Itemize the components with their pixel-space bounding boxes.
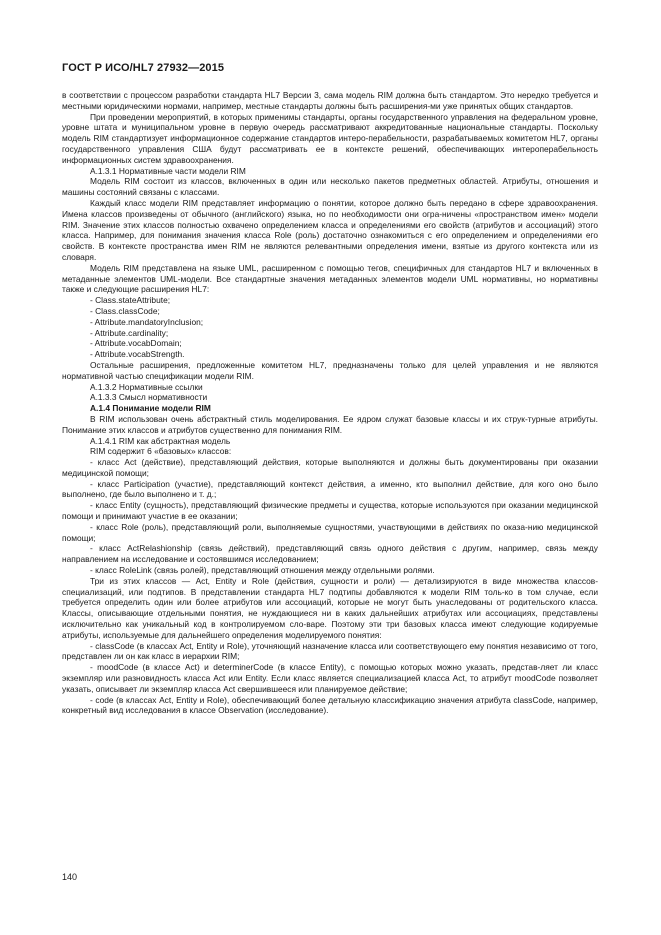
paragraph: - Attribute.cardinality; bbox=[90, 327, 169, 338]
paragraph: Модель RIM состоит из классов, включенных в один или несколько пакетов предметных областей. Атрибуты, отношения и машины состояний связаны с классами. bbox=[62, 176, 598, 198]
paragraph: A.1.4 Понимание модели RIM bbox=[90, 403, 211, 414]
paragraph: в соответствии с процессом разработки стандарта HL7 Версии 3, сама модель RIM должна быть стандартом. Это нередко требуется и местными юридическими нормами, например, местные стандарты должны быть расширения-ми уже принятых общих стандартов. bbox=[62, 90, 598, 111]
paragraph: - Attribute.vocabStrength. bbox=[90, 349, 185, 360]
paragraph: - класс Act (действие), представляющий действия, которые выполняются и должны быть документированы при оказании медицинской помощи; bbox=[62, 457, 598, 478]
paragraph: При проведении мероприятий, в которых применимы стандарты, органы государственного управления на федеральном уровне, уровне штата и муниципальном уровне в первую очередь рассматривают аккредитованные национальные стандарты. Поскольку модель RIM стандартизует информационное содержание стандартов интеро-перабельности, разрабатываемых комитетом HL7, органы государственного управления США будут рассматривать ее в контексте решений, обеспечивающих интероперабельность информационных систем здравоохранения. bbox=[62, 111, 598, 165]
paragraph: - classCode (в классах Act, Entity и Role), уточняющий назначение класса или соответствующего ему понятия независимо от того, представлен ли он как класс в иерархии RIM; bbox=[62, 640, 598, 662]
paragraph: - moodCode (в классе Act) и determinerCode (в классе Entity), с помощью которых можно указать, представ-ляет ли класс экземпляр или разновидность класса Act или Entity. Если класс является специализацией класса Act, то атрибут moodCode позволяет указать, описывает ли экземпляр класса Act свершившееся или планируемое действие; bbox=[62, 662, 598, 694]
document-body bbox=[62, 90, 598, 716]
paragraph: - класс Entity (сущность), представляющий физические предметы и существа, которые используются при оказании медицинской помощи и принимают участие в ее оказании; bbox=[62, 500, 598, 522]
paragraph: Каждый класс модели RIM представляет информацию о понятии, которое должно быть передано в сфере здравоохранения. Имена классов произведены от обычного (английского) языка, но по необходимости они огра-ничены «пространством имен» модели RIM. Значение этих классов полностью охвачено определением класса и определениями его свойств (атрибутов и ассоциаций) этого класса. Например, для понимания значения класса Role (роль) достаточно ознакомиться с его определением и определениями его свойств. В контексте пространства имен RIM не являются релевантными определения имени, взятые из другого контекста или из словаря. bbox=[62, 197, 598, 262]
paragraph: - класс ActRelashionship (связь действий), представляющий связь одного действия с другим, например, связь между направлением на исследование и состоявшимся исследованием; bbox=[62, 543, 598, 565]
paragraph: Остальные расширения, предложенные комитетом HL7, предназначены только для целей управления и не являются нормативной частью спецификации модели RIM. bbox=[62, 359, 598, 381]
page-number: 140 bbox=[62, 872, 78, 882]
paragraph: - Class.stateAttribute; bbox=[90, 295, 171, 306]
paragraph: - класс RoleLink (связь ролей), представляющий отношения между отдельными ролями. bbox=[90, 565, 435, 576]
paragraph: Модель RIM представлена на языке UML, расширенном с помощью тегов, специфичных для стандартов HL7 и включенных в метаданные элементов UML-модели. Все стандартные значения метаданных элементов модели UML нормативны, но нормативны также и следующие расширения HL7: bbox=[62, 262, 598, 295]
paragraph: A.1.4.1 RIM как абстрактная модель bbox=[90, 435, 231, 446]
paragraph: RIM содержит 6 «базовых» классов: bbox=[90, 446, 232, 457]
paragraph: В RIM использован очень абстрактный стиль моделирования. Ее ядром служат базовые классы и их струк-турные атрибуты. Понимание этих классов и атрибутов существенно для понимания RIM. bbox=[62, 413, 598, 435]
paragraph: - Class.classCode; bbox=[90, 305, 160, 316]
paragraph: A.1.3.2 Нормативные ссылки bbox=[90, 381, 203, 392]
paragraph: - code (в классах Act, Entity и Role), обеспечивающий более детальную классификацию значения атрибута classCode, например, конкретный вид исследования в классе Observation (исследование). bbox=[62, 694, 598, 716]
paragraph: - Attribute.mandatoryInclusion; bbox=[90, 316, 204, 327]
paragraph: A.1.3.3 Смысл нормативности bbox=[90, 392, 208, 403]
paragraph: - класс Participation (участие), представляющий контекст действия, а именно, кто выполнил действие, для кого оно было выполнено, где было выполнено и т. д.; bbox=[62, 478, 598, 500]
paragraph: - класс Role (роль), представляющий роли, выполняемые сущностями, участвующими в действиях по оказа-нию медицинской помощи; bbox=[62, 521, 598, 543]
paragraph: Три из этих классов — Act, Entity и Role (действия, сущности и роли) — детализируются в виде множества классов-специализаций, или подтипов. В представлении стандарта HL7 подтипы добавляются к модели RIM толь-ко в том случае, если требуется определить один или более атрибутов или ассоциаций, которые не могут быть унаследованы от родительского класса. Классы, описывающие отдельными понятия, не нуждающиеся ни в каких дальнейших атрибутах или ассоциациях, представлены исключительно как уникальный код в контролируемом сло-варе. Поэтому эти три базовых класса имеют следующие кодируемые атрибуты, используемые для дальнейшего определения моделируемого понятия: bbox=[62, 575, 598, 640]
paragraph: A.1.3.1 Нормативные части модели RIM bbox=[90, 165, 246, 176]
document-header: ГОСТ Р ИСО/HL7 27932—2015 bbox=[62, 62, 225, 74]
paragraph: - Attribute.vocabDomain; bbox=[90, 338, 182, 349]
